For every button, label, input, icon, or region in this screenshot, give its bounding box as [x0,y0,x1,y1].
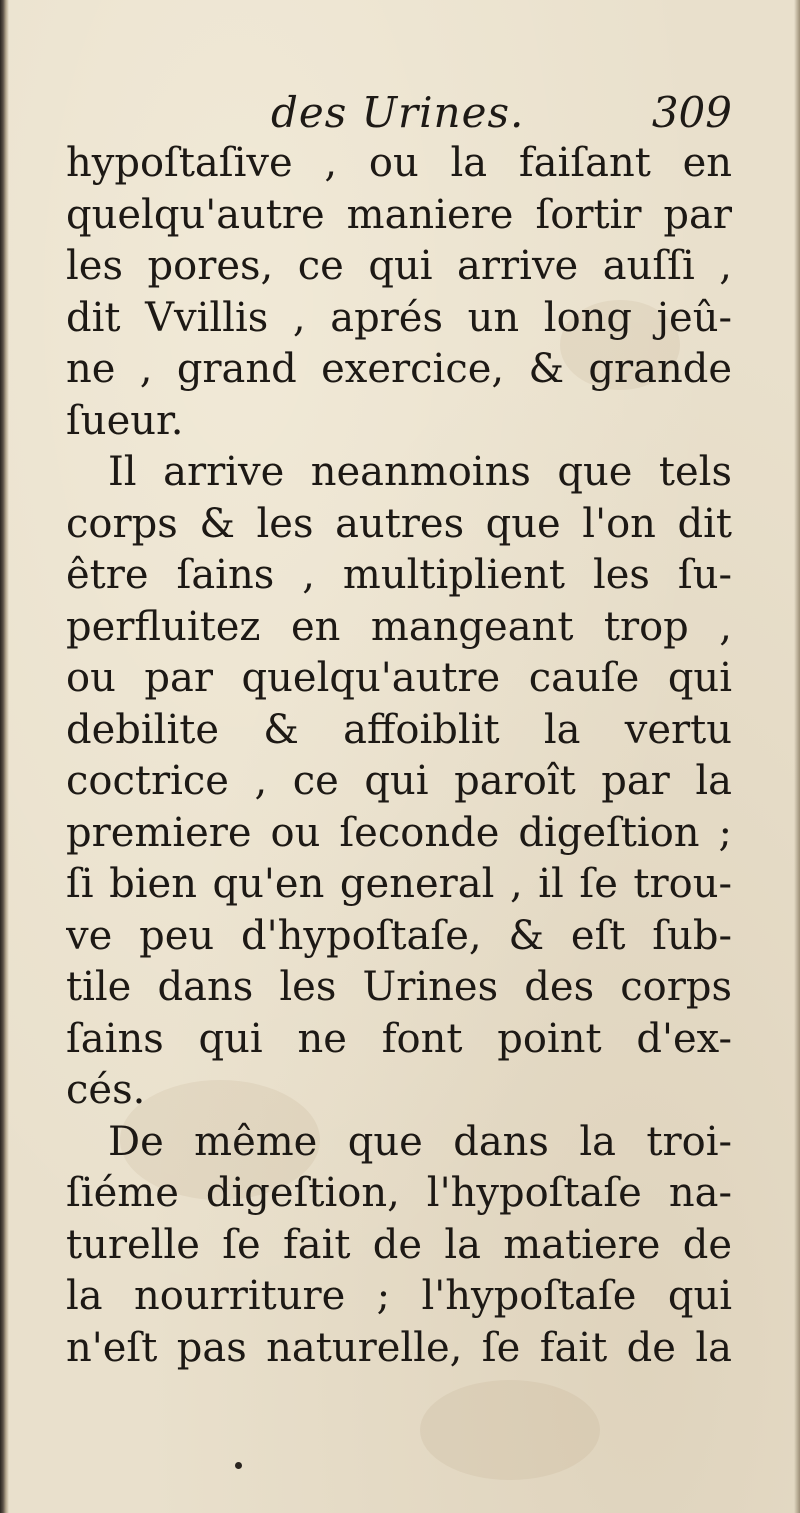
text-line: les pores, ce qui arrive auſſi , [66,243,732,289]
text-line: ſueur. [66,397,184,444]
text-line: corps & les autres que l'on dit [66,500,732,547]
text-line: ſi bien qu'en general , il ſe trou- [66,861,732,907]
page-number: 309 [651,88,732,137]
text-line: coctrice , ce qui paroît par la [66,758,732,804]
text-line: être ſains , multiplient les ſu- [66,552,732,598]
text-line: De même que dans la troi- [108,1118,732,1165]
running-head: des Urines. [271,88,525,137]
text-line: cés. [66,1067,146,1113]
text-line: Il arrive neanmoins que tels [108,449,732,495]
text-line: ne , grand exercice, & grande [66,346,732,392]
text-line: n'eſt pas naturelle, ſe fait de la [66,1324,732,1371]
ink-dot [235,1462,242,1469]
text-line: perfluitez en mangeant trop , [66,603,732,650]
text-line: la nourriture ; l'hypoſtaſe qui [66,1273,732,1319]
text-line: turelle ſe fait de la matiere de [66,1221,732,1268]
text-line: ſiéme digeſtion, l'hypoſtaſe na- [66,1170,732,1216]
body-text [66,138,732,1374]
text-line: tile dans les Urines des corps [66,964,732,1010]
text-line: debilite & affoiblit la vertu [66,706,732,753]
text-line: hypoſtaſive , ou la faiſant en [66,140,732,186]
text-line: quelqu'autre maniere ſortir par [66,191,732,238]
binding-edge [0,0,9,1513]
page-edge-shadow [794,0,800,1513]
text-line: dit Vvillis , aprés un long jeû- [66,294,732,341]
text-line: ſains qui ne font point d'ex- [66,1015,732,1062]
text-line: ve peu d'hypoſtaſe, & eſt ſub- [66,912,732,959]
text-line: premiere ou ſeconde digeſtion ; [66,809,732,856]
text-line: ou par quelqu'autre cauſe qui [66,655,732,701]
paper-stain [420,1380,600,1480]
